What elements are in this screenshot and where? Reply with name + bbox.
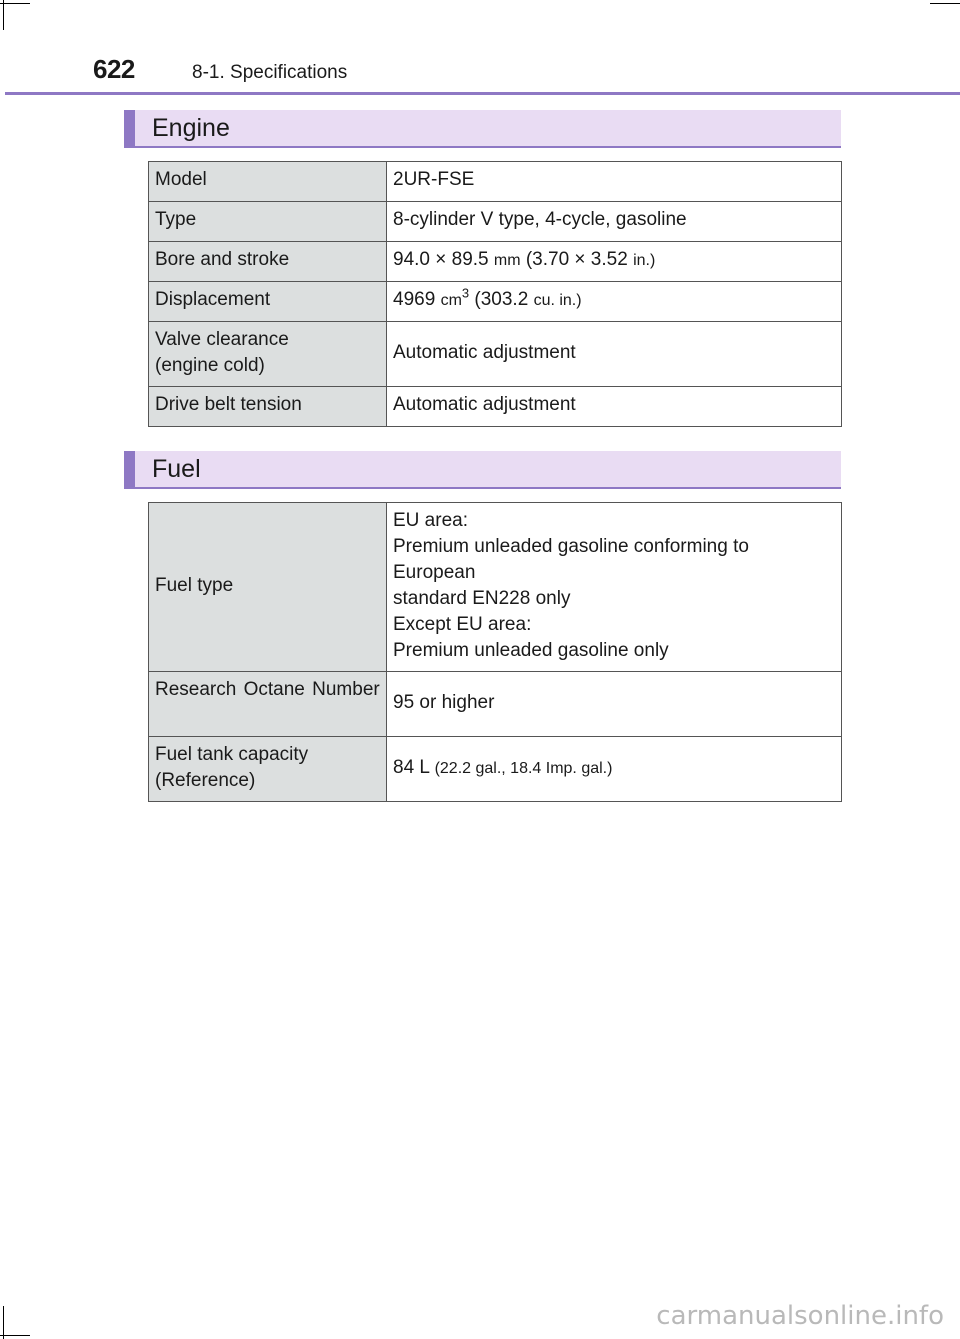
- table-row: [149, 737, 842, 802]
- table-row: [149, 242, 842, 282]
- label-line: (Reference): [155, 770, 256, 791]
- page-number: 622: [93, 54, 135, 84]
- spec-label: [149, 737, 387, 802]
- value-line: Premium unleaded gasoline conforming to European: [393, 536, 749, 583]
- spec-label: Displacement: [149, 282, 387, 322]
- spec-value: 2UR-FSE: [387, 162, 842, 202]
- unit-cuin: cu. in.): [533, 292, 582, 309]
- label-line: Valve clearance: [155, 329, 289, 350]
- displacement-cc: 4969: [393, 289, 436, 310]
- watermark: carmanualsonline.info: [656, 1301, 944, 1331]
- unit-exponent: 3: [461, 285, 470, 301]
- displacement-cuin: (303.2: [474, 289, 529, 310]
- spec-label: Fuel type: [149, 503, 387, 672]
- value-line: standard EN228 only: [393, 588, 571, 609]
- table-row: [149, 162, 842, 202]
- spec-label: Bore and stroke: [149, 242, 387, 282]
- spec-label: [149, 322, 387, 387]
- fuel-spec-table: [148, 502, 842, 802]
- fuel-section-title: Fuel: [124, 451, 841, 489]
- value-line: Except EU area:: [393, 614, 532, 635]
- label-line: Fuel tank capacity: [155, 744, 309, 765]
- spec-label: [149, 672, 387, 737]
- table-row: [149, 503, 842, 672]
- unit-cm: cm: [440, 292, 462, 309]
- unit-in: in.): [633, 252, 656, 269]
- bore-stroke-in: (3.70 × 3.52: [525, 249, 628, 270]
- spec-label: Type: [149, 202, 387, 242]
- octane-label: Research Octane Number: [155, 679, 380, 700]
- engine-spec-table: [148, 161, 842, 427]
- spec-value: 95 or higher: [387, 672, 842, 737]
- bore-stroke-mm: 94.0 × 89.5: [393, 249, 489, 270]
- table-row: [149, 322, 842, 387]
- table-row: [149, 202, 842, 242]
- spec-value: [387, 282, 842, 322]
- spec-label: Model: [149, 162, 387, 202]
- engine-section-title: Engine: [124, 110, 841, 148]
- tank-gallons: (22.2 gal., 18.4 Imp. gal.): [434, 759, 613, 777]
- spec-value: [387, 242, 842, 282]
- section-breadcrumb: 8-1. Specifications: [192, 62, 348, 83]
- header-rule: [5, 92, 960, 95]
- table-row: [149, 282, 842, 322]
- table-row: [149, 387, 842, 427]
- spec-label: Drive belt tension: [149, 387, 387, 427]
- spec-value: Automatic adjustment: [387, 387, 842, 427]
- unit-mm: mm: [493, 252, 521, 269]
- crop-mark-bottom-left-horizontal: [0, 1335, 30, 1336]
- table-row: [149, 672, 842, 737]
- value-line: Premium unleaded gasoline only: [393, 640, 669, 661]
- spec-value: [387, 737, 842, 802]
- value-line: EU area:: [393, 510, 468, 531]
- spec-value: 8-cylinder V type, 4-cycle, gasoline: [387, 202, 842, 242]
- spec-value: Automatic adjustment: [387, 322, 842, 387]
- page-header: [0, 0, 960, 96]
- label-line: (engine cold): [155, 355, 265, 376]
- tank-liters: 84 L: [393, 756, 430, 778]
- spec-value: [387, 503, 842, 672]
